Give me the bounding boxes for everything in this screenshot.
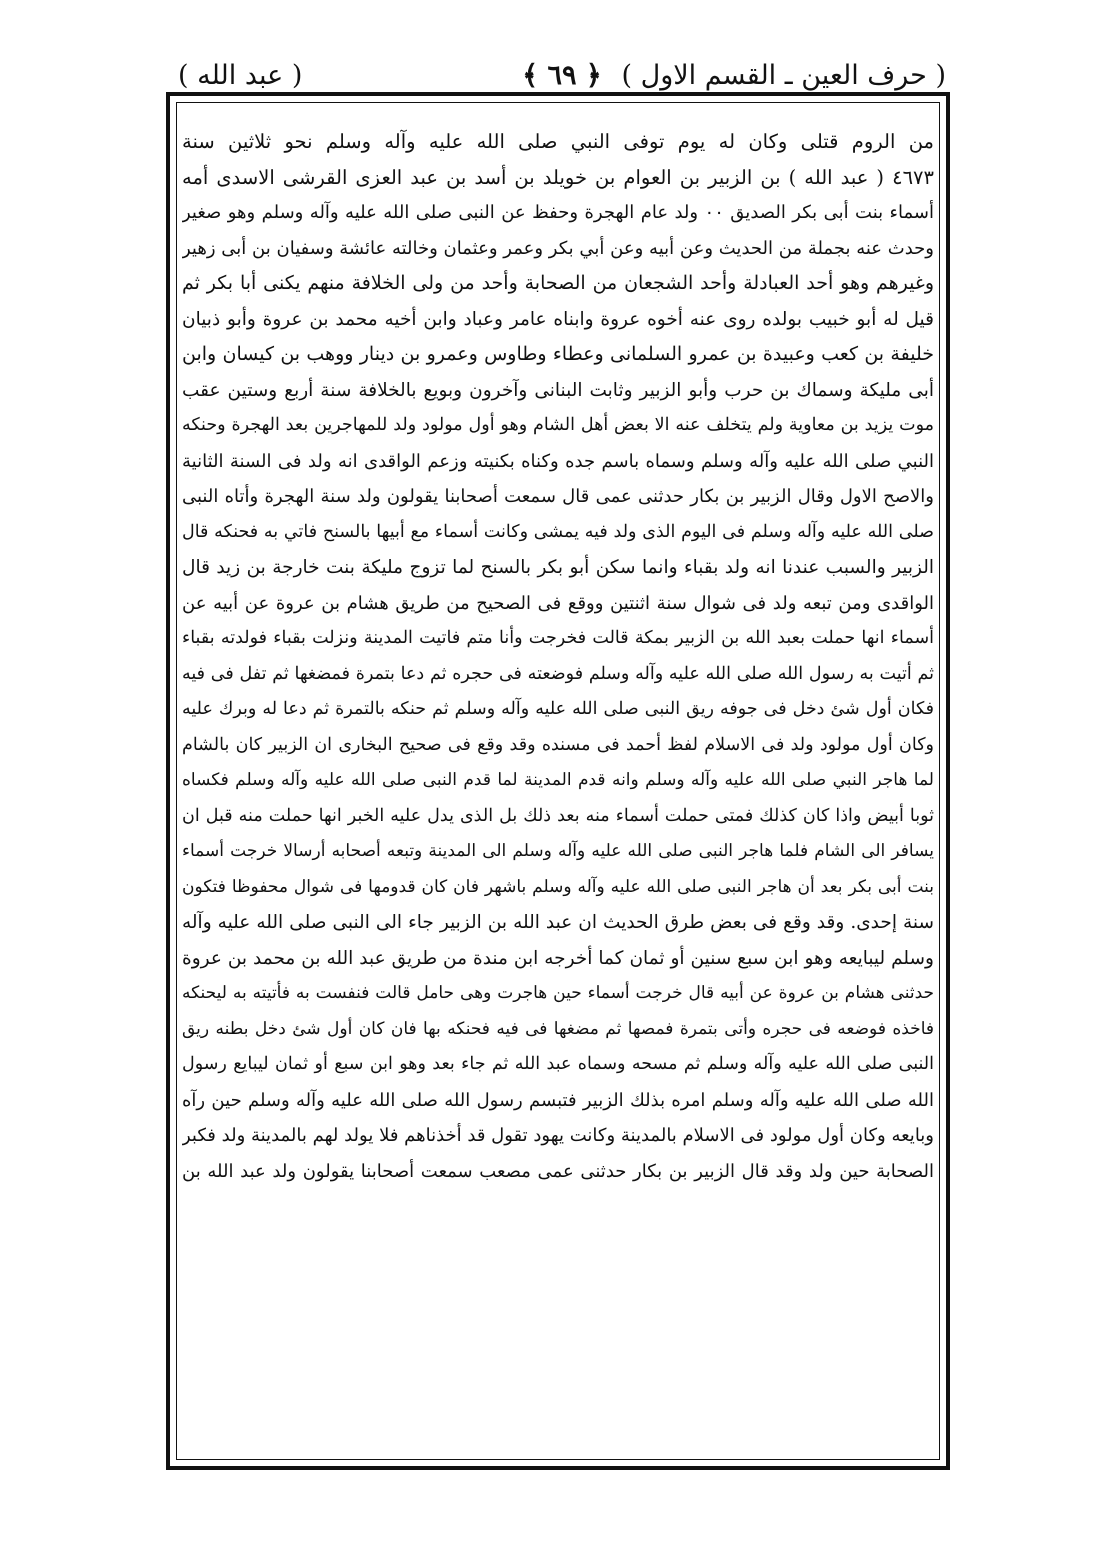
text-line: أبى مليكة وسماك بن حرب وأبو الزبير وثابت البنانى وآخرون وبويع بالخلافة سنة أربع وستين عقب xyxy=(182,379,934,401)
text-line: الصحابة حين ولد وقد قال الزبير بن بكار حدثنى عمى مصعب سمعت أصحابنا يقولون ولد عبد الله بن xyxy=(182,1160,934,1182)
text-line: لما هاجر النبي صلى الله عليه وآله وسلم وانه قدم المدينة لما قدم النبى صلى الله عليه وآله وسلم فكساه xyxy=(182,770,934,790)
text-line: ثوبا أبيض واذا كان كذلك فمتى حملت أسماء منه بعد ذلك بل الذى يدل عليه الخبر انها حملت منه قبل ان xyxy=(182,805,934,826)
text-line: الواقدى ومن تبعه ولد فى شوال سنة اثنتين ووقع فى الصحيح من طريق هشام بن عروة عن أبيه عن xyxy=(182,592,934,614)
text-line: بنت أبى بكر بعد أن هاجر النبى صلى الله عليه وآله وسلم باشهر فان كان قدومها فى شوال محفوظا فتكون xyxy=(182,876,934,897)
body-text xyxy=(182,124,934,1189)
text-line: الزبير والسبب عندنا انه ولد بقباء وانما سكن أبو بكر بالسنح لما تزوج مليكة بنت خارجة بن زيد قال xyxy=(182,557,934,578)
text-line: فاخذه فوضعه فى حجره وأتى بتمرة فمصها ثم مضغها فى فيه فحنكه بها فان كان أول شئ دخل بطنه ريق xyxy=(182,1018,934,1039)
text-line: خليفة بن كعب وعبيدة بن عمرو السلمانى وعطاء وطاوس وعمرو بن دينار ووهب بن كيسان وابن xyxy=(182,343,934,365)
text-line: ثم أتيت به رسول الله صلى الله عليه وآله وسلم فوضعته فى حجره ثم دعا بتمرة فمضغها ثم تفل فى فيه xyxy=(182,663,934,684)
text-line: وحدث عنه بجملة من الحديث وعن أبيه وعن أبي بكر وعمر وعثمان وخالته عائشة وسفيان بن أبى زهير xyxy=(182,237,934,259)
text-line: وغيرهم وهو أحد العبادلة وأحد الشجعان من الصحابة وأحد من ولى الخلافة منهم يكنى أبا بكر ثم xyxy=(182,272,934,294)
page-header xyxy=(178,52,946,92)
text-line: النبي صلى الله عليه وآله وسلم وسماه باسم جده وكناه بكنيته وزعم الواقدى انه ولد فى السنة الثانية xyxy=(182,450,934,472)
text-line: وكان أول مولود ولد فى الاسلام لفظ أحمد فى مسنده وقد وقع فى صحيح البخارى ان الزبير كان بالشام xyxy=(182,734,934,755)
text-line: النبى صلى الله عليه وآله وسلم ثم مسحه وسماه عبد الله ثم جاء بعد وهو ابن سبع أو ثمان ليبايع رسول xyxy=(182,1054,934,1074)
text-line: ٤٦٧٣ ( عبد الله ) بن الزبير بن العوام بن خويلد بن أسد بن عبد العزى القرشى الاسدى أمه xyxy=(182,165,934,189)
page-number: ﴿ ٦٩ ﴾ xyxy=(522,60,602,91)
text-line: الله صلى الله عليه وآله وسلم امره بذلك الزبير فتبسم رسول الله صلى الله عليه وآله وسلم حين رآه xyxy=(182,1089,934,1111)
text-line: صلى الله عليه وآله وسلم فى اليوم الذى ولد فيه يمشى وكانت أسماء مع أبيها بالسنح فاتي به فحنكه قال xyxy=(182,521,934,542)
text-line: موت يزيد بن معاوية ولم يتخلف عنه الا بعض أهل الشام وهو أول مولود ولد للمهاجرين بعد الهجرة وحنكه xyxy=(182,415,934,435)
text-line: والاصح الاول وقال الزبير بن بكار حدثنى عمى قال سمعت أصحابنا يقولون ولد سنة الهجرة وأتاه النبى xyxy=(182,486,934,507)
text-line: قيل له أبو خبيب بولده روى عنه أخوه عروة وابناه عامر وعباد وابن أخيه محمد بن عروة وأبو ذبيان xyxy=(182,308,934,330)
text-line: من الروم قتلى وكان له يوم توفى النبي صلى الله عليه وآله وسلم نحو ثلاثين سنة xyxy=(182,130,934,153)
text-line: وسلم ليبايعه وهو ابن سبع سنين أو ثمان كما أخرجه ابن مندة من طريق عبد الله بن محمد بن عروة xyxy=(182,947,934,969)
text-line: وبايعه وكان أول مولود فى الاسلام بالمدينة وكانت يهود تقول قد أخذناهم فلا يولد لهم بالمدينة ولد فكبر xyxy=(182,1125,934,1146)
text-line: حدثنى هشام بن عروة عن أبيه قال خرجت أسماء حين هاجرت وهى حامل قالت فنفست به فأتيته به ليحنكه xyxy=(182,983,934,1003)
header-section-title: ( حرف العين ـ القسم الاول ) xyxy=(621,60,946,91)
text-line: أسماء بنت أبى بكر الصديق ٠٠ ولد عام الهجرة وحفظ عن النبى صلى الله عليه وآله وسلم وهو صغير xyxy=(182,202,934,223)
text-line: أسماء انها حملت بعبد الله بن الزبير بمكة قالت فخرجت وأنا متم فاتيت المدينة ونزلت بقباء فولدته بقباء xyxy=(182,628,934,648)
text-line: فكان أول شئ دخل فى جوفه ريق النبى صلى الله عليه وآله وسلم ثم حنكه بالتمرة ثم دعا له وبرك عليه xyxy=(182,699,934,719)
text-line: سنة إحدى. وقد وقع فى بعض طرق الحديث ان عبد الله بن الزبير جاء الى النبى صلى الله عليه وآله xyxy=(182,912,934,933)
text-line: يسافر الى الشام فلما هاجر النبى صلى الله عليه وآله وسلم الى المدينة وتبعه أصحابه أرسالا خرجت أسماء xyxy=(182,841,934,861)
header-entry-name: ( عبد الله ) xyxy=(178,60,303,91)
